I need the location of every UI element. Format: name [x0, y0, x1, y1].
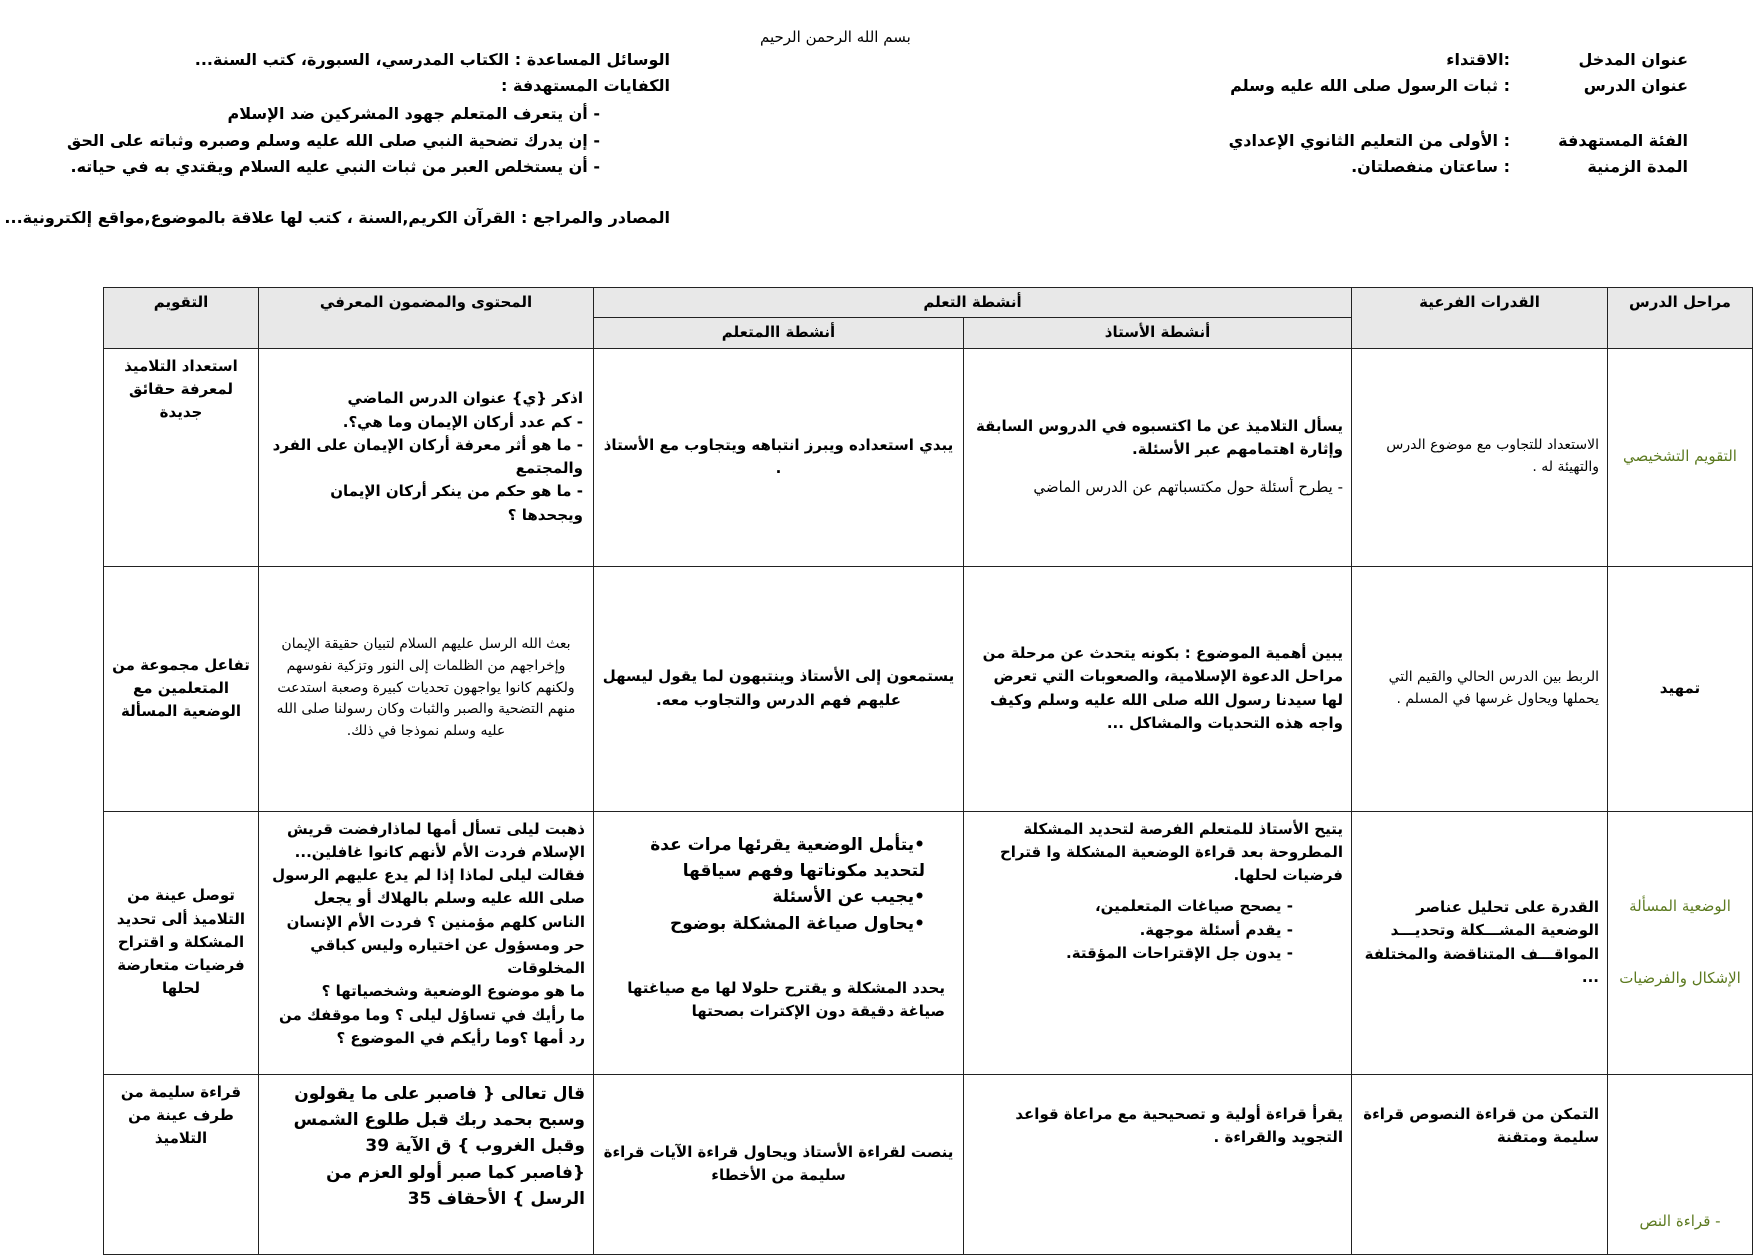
ability-text: القدرة على تحليل عناصر الوضعية المشـــكلة وتحديـــد المواقـــف المتناقضة والمختلفة ...: [1364, 898, 1599, 986]
header-content: المحتوى والمضمون المعرفي: [259, 288, 594, 349]
evaluation-text: توصل عينة من التلاميذ ألى تحديد المشكلة و اقتراح فرضيات متعارضة لحلها: [116, 886, 246, 998]
evaluation-text: تفاعل مجموعة من المتعلمين مع الوضعية المسألة: [112, 655, 250, 721]
stage-label: الإشكال والفرضيات: [1619, 968, 1741, 987]
competency-item: - أن يستخلص العبر من ثبات النبي عليه السلام ويقتدي به في حياته.: [70, 157, 600, 176]
content-text: - ما هو حكم من ينكر أركان الإيمان ويجحدها ؟: [330, 482, 583, 524]
table-row: [104, 811, 1753, 1074]
ability-cell: [1352, 811, 1608, 1074]
evaluation-cell: [104, 811, 259, 1074]
ability-cell: [1352, 566, 1608, 811]
teacher-text: يتيح الأستاذ للمتعلم الفرصة لتحديد المشكلة المطروحة بعد قراءة الوضعية المشكلة وا قتراح فرضيات لحلها.: [999, 819, 1343, 884]
evaluation-text: قراءة سليمة من طرف عينة من التلاميذ: [120, 1082, 242, 1147]
competency-item: - إن يدرك تضحية النبي صلى الله عليه وسلم وصبره وثباته على الحق: [66, 131, 600, 150]
sources-line: المصادر والمراجع : القرآن الكريم,السنة ، كتب لها علاقة بالموضوع,مواقع إلكترونية...: [4, 208, 670, 227]
learner-cell: [594, 348, 964, 566]
competency-item: - أن يتعرف المتعلم جهود المشركين ضد الإسلام: [227, 104, 600, 123]
entry-title-label: عنوان المدخل: [1578, 50, 1688, 69]
basmala: بسم الله الرحمن الرحيم: [760, 28, 911, 46]
content-text: - كم عدد أركان الإيمان وما هي؟.: [342, 412, 583, 431]
learner-cell: [594, 811, 964, 1074]
learner-text: يحدد المشكلة و يقترح حلولا لها مع صياغتها صياغة دقيقة دون الإكترات بصحتها: [627, 978, 945, 1021]
lesson-plan-table: [103, 287, 1753, 1255]
ability-cell: [1352, 348, 1608, 566]
learner-cell: [594, 1074, 964, 1254]
teacher-cell: [964, 1074, 1352, 1254]
content-text: قال تعالى { فاصبر على ما يقولون وسبح بحمد ربك قبل طلوع الشمس وقبل الغروب } ق الآية 39: [293, 1083, 585, 1157]
learner-text: •يتأمل الوضعية يقرئها مرات عدة لتحديد مكوناتها وفهم سياقها: [650, 834, 925, 881]
stage-cell: [1608, 348, 1753, 566]
stage-label: التقويم التشخيصي: [1623, 447, 1737, 466]
content-cell: [259, 566, 594, 811]
lesson-title-label: عنوان الدرس: [1583, 76, 1688, 95]
teacher-text: - يقدم أسئلة موجهة.: [1139, 920, 1293, 939]
tools-line: الوسائل المساعدة : الكتاب المدرسي، السبورة، كتب السنة...: [194, 50, 670, 69]
stage-cell: [1608, 811, 1753, 1074]
table-row: [104, 1074, 1753, 1254]
evaluation-text: استعداد التلاميذ لمعرفة حقائق جديدة: [124, 356, 238, 421]
header-activities: أنشطة التعلم: [594, 288, 1352, 318]
duration-value: : ساعتان منفصلتان.: [1351, 157, 1510, 176]
duration-label: المدة الزمنية: [1587, 157, 1688, 176]
lesson-title-value: : ثبات الرسول صلى الله عليه وسلم: [1230, 76, 1510, 95]
table-row: [104, 348, 1753, 566]
teacher-cell: [964, 566, 1352, 811]
ability-text: الربط بين الدرس الحالي والقيم التي يحملها ويحاول غرسها في المسلم .: [1388, 668, 1599, 707]
learner-text: يبدي استعداده ويبرز انتباهه ويتجاوب مع الأستاذ .: [603, 435, 954, 477]
stage-label: تمهيد: [1659, 678, 1701, 697]
table-row: [104, 566, 1753, 811]
teacher-text: - يطرح أسئلة حول مكتسباتهم عن الدرس الماضي: [1033, 477, 1343, 496]
content-cell: [259, 1074, 594, 1254]
header-stages: مراحل الدرس: [1608, 288, 1753, 349]
content-text: بعث الله الرسل عليهم السلام لتبيان حقيقة الإيمان وإخراجهم من الظلمات إلى النور وتزكية نفوسهم ولكنهم كانوا يواجهون تحديات كبيرة وصعبة استدعت منهم التضحية والصبر والثبات وكان رسولنا صلى الله عليه وسلم نموذجا في ذلك.: [276, 636, 576, 740]
ability-text: الاستعداد للتجاوب مع موضوع الدرس والتهيئة له .: [1386, 437, 1599, 475]
target-group-value: : الأولى من التعليم الثانوي الإعدادي: [1228, 131, 1510, 150]
content-cell: [259, 811, 594, 1074]
evaluation-cell: [104, 566, 259, 811]
header-abilities: القدرات الفرعية: [1352, 288, 1608, 349]
competencies-title: الكفايات المستهدفة :: [501, 76, 670, 95]
content-text: - ما هو أثر معرفة أركان الإيمان على الفرد والمجتمع: [272, 435, 583, 477]
teacher-text: - يدون جل الإقتراحات المؤقتة.: [1066, 943, 1293, 962]
teacher-text: يسأل التلاميذ عن ما اكتسبوه في الدروس السابقة وإثارة اهتمامهم عبر الأسئلة.: [975, 417, 1343, 459]
stage-label: - قراءة النص: [1639, 1212, 1721, 1231]
content-cell: [259, 348, 594, 566]
ability-cell: [1352, 1074, 1608, 1254]
evaluation-cell: [104, 348, 259, 566]
target-group-label: الفئة المستهدفة: [1558, 131, 1688, 150]
learner-cell: [594, 566, 964, 811]
learner-text: •يحاول صياغة المشكلة بوضوح: [669, 913, 925, 934]
learner-text: •يجيب عن الأسئلة: [772, 887, 925, 908]
stage-cell: [1608, 566, 1753, 811]
entry-title-value: :الاقتداء: [1446, 50, 1510, 69]
learner-text: ينصت لقراءة الأستاذ ويحاول قراءة الآيات قراءة سليمة من الأخطاء: [603, 1142, 954, 1184]
content-text: {فاصبر كما صبر أولو العزم من الرسل } الأحقاف 35: [326, 1162, 585, 1209]
learner-text: يستمعون إلى الأستاذ وينتبهون لما يقول ليسهل عليهم فهم الدرس والتجاوب معه.: [602, 667, 955, 709]
ability-text: التمكن من قراءة النصوص قراءة سليمة ومتقنة: [1363, 1104, 1599, 1146]
content-text: ذهبت ليلى تسأل أمها لماذارفضت قريش الإسلام فردت الأم لأنهم كانوا غافلين... فقالت ليلى لماذا إذا لم يدع عليهم الرسول صلى الله عليه وسلم بالهلاك أو يجعل الناس كلهم مؤمنين ؟ فردت الأم الإنسان حر ومسؤول عن اختياره وليس كباقي المخلوقات: [272, 819, 585, 977]
content-text: اذكر {ي} عنوان الدرس الماضي: [347, 389, 583, 408]
evaluation-cell: [104, 1074, 259, 1254]
stage-label: الوضعية المسألة: [1629, 897, 1731, 916]
content-text: ما هو موضوع الوضعية وشخصياتها ؟: [321, 982, 585, 1001]
header-teacher: أنشطة الأستاذ: [964, 318, 1352, 348]
content-text: ما رأيك في تساؤل ليلى ؟ وما موقفك من رد أمها ؟وما رأيكم في الموضوع ؟: [279, 1005, 585, 1047]
teacher-text: يبين أهمية الموضوع : بكونه يتحدث عن مرحلة من مراحل الدعوة الإسلامية، والصعوبات التي تعرض لها سيدنا رسول الله صلى الله عليه وسلم وكيف واجه هذه التحديات والمشاكل ...: [982, 644, 1343, 732]
stage-cell: [1608, 1074, 1753, 1254]
teacher-cell: [964, 811, 1352, 1074]
teacher-text: يقرأ قراءة أولية و تصحيحية مع مراعاة قواعد التجويد والقراءة .: [1015, 1104, 1343, 1146]
header-learner: أنشطة االمتعلم: [594, 318, 964, 348]
teacher-cell: [964, 348, 1352, 566]
header-evaluation: التقويم: [104, 288, 259, 349]
teacher-text: - يصحح صياغات المتعلمين،: [1094, 897, 1293, 916]
